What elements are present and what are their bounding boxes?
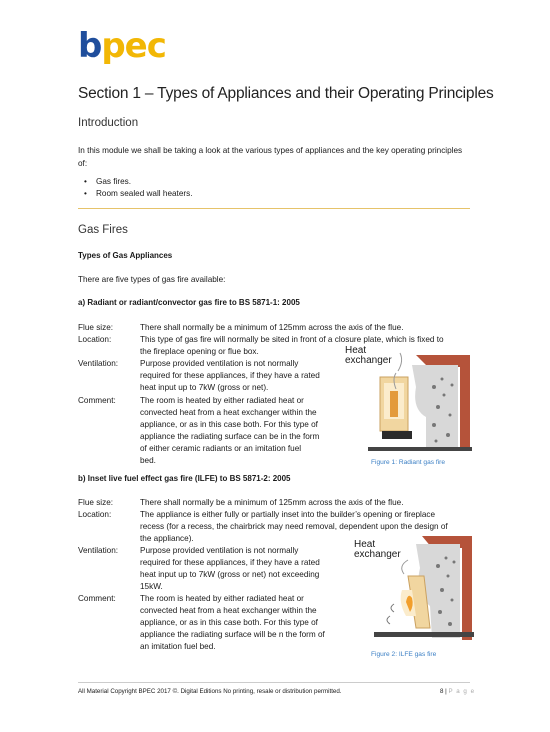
flue-label: Flue size: <box>78 498 114 507</box>
page-number-value: 8 | <box>440 688 447 695</box>
figure-1-caption: Figure 1: Radiant gas fire <box>371 459 446 466</box>
location-line: recess (for a recess, the chairbrick may need removal, dependent upon the design of <box>140 522 448 531</box>
comment-line: appliance the radiating surface will be n the form of <box>140 630 325 639</box>
heat-exchanger-label <box>354 540 401 560</box>
vent-line: Purpose provided ventilation is not normally <box>140 546 299 555</box>
page-word: P a g e <box>448 688 476 695</box>
page-number <box>440 688 475 695</box>
comment-line: The room is heated by either radiated heat or <box>140 396 304 405</box>
figure-2-caption: Figure 2: ILFE gas fire <box>371 651 437 658</box>
logo-b: b <box>78 26 102 66</box>
ventilation-label: Ventilation: <box>78 546 119 555</box>
comment-line: convected heat from a heat exchanger within the <box>140 408 317 417</box>
logo-pec: pec <box>101 26 166 66</box>
location-label: Location: <box>78 335 112 344</box>
comment-line: appliance, or as in this case both. For this type of <box>140 420 318 429</box>
bpec-logo <box>78 26 166 66</box>
figure-label: Heat <box>345 345 367 356</box>
vent-line: required for these appliances, if they have a rated <box>140 558 320 567</box>
type-b-title: b) Inset live fuel effect gas fire (ILFE) to BS 5871-2: 2005 <box>78 474 291 483</box>
type-a-title: a) Radiant or radiant/convector gas fire to BS 5871-1: 2005 <box>78 298 300 307</box>
comment-line: appliance the radiating surface can be in the form <box>140 432 320 441</box>
vent-line: heat input up to 7kW (gross or net) not exceeding <box>140 570 320 579</box>
comment-label: Comment: <box>78 396 116 405</box>
divider <box>78 208 470 209</box>
comment-line: an imitation fuel bed. <box>140 642 216 651</box>
heat-exchanger-label <box>345 346 392 366</box>
intro-heading: Introduction <box>78 117 139 129</box>
intro-bullet-list <box>78 176 192 200</box>
comment-line: bed. <box>140 456 156 465</box>
comment-line: The room is heated by either radiated heat or <box>140 594 304 603</box>
section-title: Section 1 – Types of Appliances and their Operating Principles <box>78 85 494 102</box>
gas-fires-heading: Gas Fires <box>78 224 128 236</box>
list-item: • Room sealed wall heaters. <box>78 188 192 200</box>
location-line: This type of gas fire will normally be sited in front of a closure plate, which is fixed to <box>140 335 444 344</box>
list-item: • Gas fires. <box>78 176 192 188</box>
vent-line: required for these appliances, if they have a rated <box>140 371 320 380</box>
figure-label: exchanger <box>354 549 401 560</box>
intro-paragraph: In this module we shall be taking a look at the various types of appliances and the key operating principles of: <box>78 146 463 168</box>
comment-label: Comment: <box>78 594 116 603</box>
location-label: Location: <box>78 510 112 519</box>
location-line: the appliance). <box>140 534 194 543</box>
location-line: The appliance is either fully or partially inset into the builder’s opening or fireplace <box>140 510 436 519</box>
figure-label: Heat <box>354 539 376 550</box>
flue-text: There shall normally be a minimum of 125mm across the axis of the flue. <box>140 498 404 507</box>
types-intro: There are five types of gas fire available: <box>78 275 226 284</box>
figure-label: exchanger <box>345 355 392 366</box>
comment-line: appliance, or as in this case both. For this type of <box>140 618 318 627</box>
vent-line: heat input up to 7kW (gross or net). <box>140 383 269 392</box>
footer-copyright: All Material Copyright BPEC 2017 ©. Digital Editions No printing, resale or distribution permitted. <box>78 688 342 695</box>
types-heading: Types of Gas Appliances <box>78 251 173 260</box>
ventilation-label: Ventilation: <box>78 359 119 368</box>
flue-text: There shall normally be a minimum of 125mm across the axis of the flue. <box>140 323 404 332</box>
footer-divider <box>78 682 470 683</box>
comment-line: convected heat from a heat exchanger within the <box>140 606 317 615</box>
vent-line: Purpose provided ventilation is not normally <box>140 359 299 368</box>
comment-line: of either ceramic radiants or an imitation fuel <box>140 444 302 453</box>
vent-line: 15kW. <box>140 582 163 591</box>
location-line: the fireplace opening or flue box. <box>140 347 259 356</box>
flue-label: Flue size: <box>78 323 114 332</box>
